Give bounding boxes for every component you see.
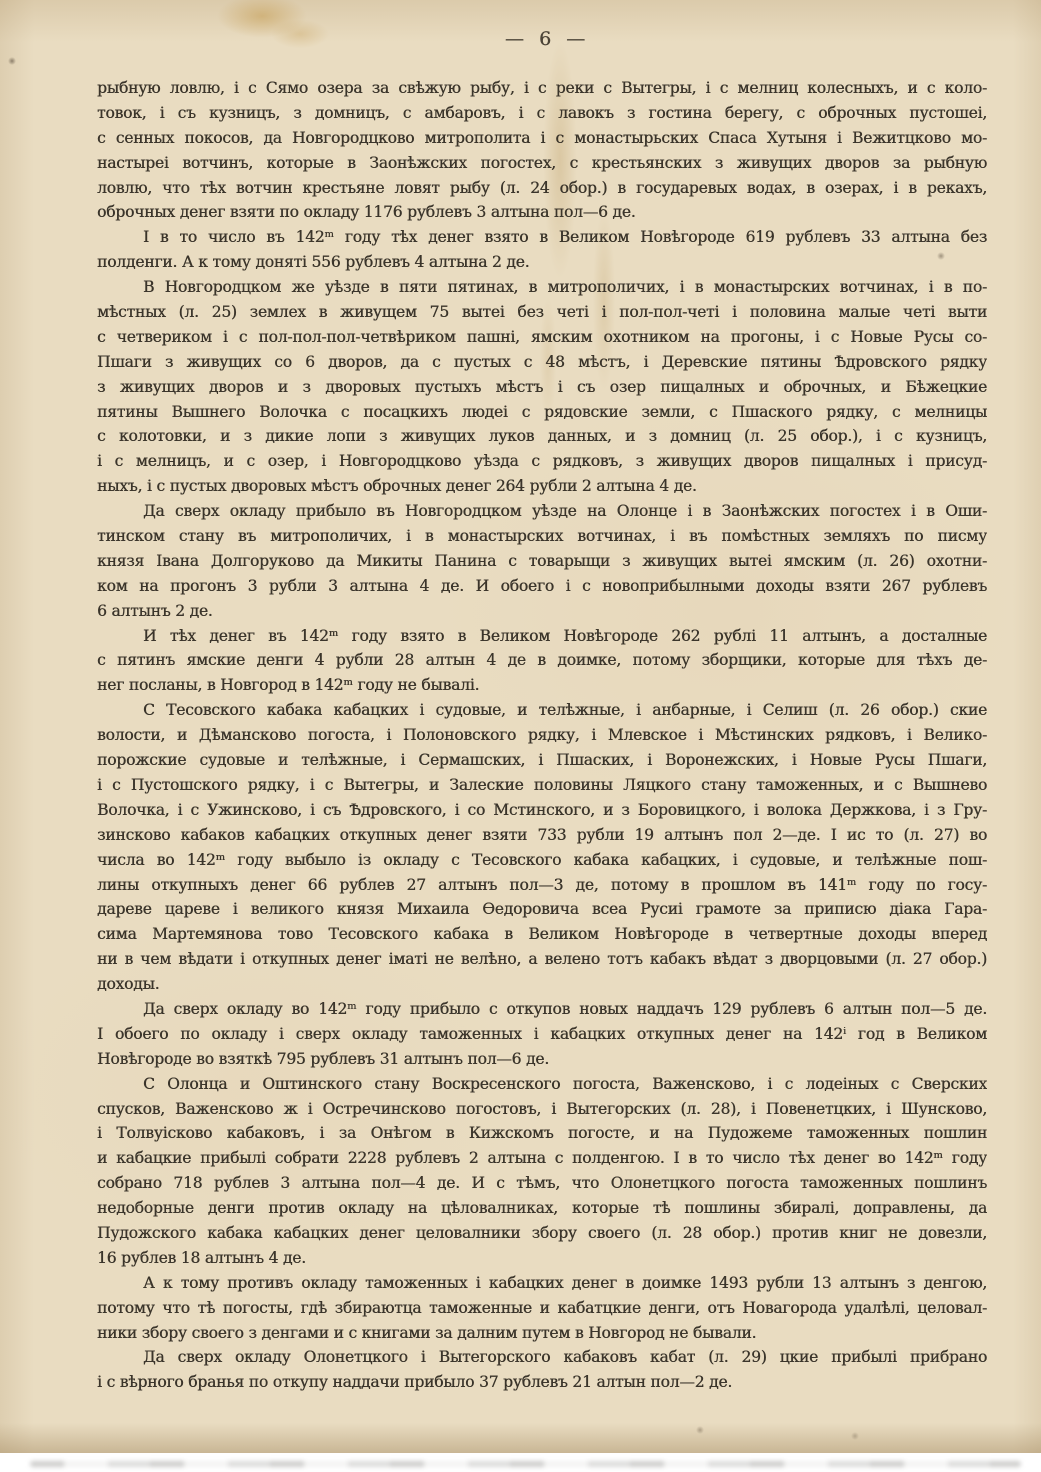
text-line: полденги. А к тому доняті 556 рублевъ 4 алтына 2 де. <box>97 253 530 272</box>
book-edge-shadow <box>30 1461 1021 1467</box>
text-line: с пятинъ ямские денги 4 рубли 28 алтын 4 де в доимке, потому зборщики, которые для тѣхъ де- <box>97 651 987 670</box>
text-line: і с мелницъ, и с озер, і Новгородцково уѣзда с рядковъ, з живущих дворов пищалных і присуд- <box>97 452 987 471</box>
text-line: Да сверх окладу Олонетцкого і Вытегорского кабаковъ кабат (л. 29) цкие прибылі прибрано <box>143 1348 987 1367</box>
text-line: и кабацкие прибылі собрати 2228 рублевъ 2 алтына с полденгою. І в то число тѣх денег во 142ᵐ году <box>97 1149 987 1168</box>
text-line: оброчных денег взяти по окладу 1176 рублевъ 3 алтына пол—6 де. <box>97 203 636 222</box>
paragraph <box>97 1345 987 1395</box>
text-line: потому что тѣ погосты, гдѣ збираютца таможенные и кабатцкие денги, отъ Новагорода удалѣлі, целовал- <box>97 1298 987 1317</box>
text-line: ни в чем вѣдати і откупных денег іматі не велѣно, а велено тотъ кабакъ вѣдат з дворцовыми (л. 27 обор.) <box>97 950 987 969</box>
text-line: настыреі вотчинъ, которые в Заонѣжских погостех, с крестьянских з живущих дворов за рыбную <box>97 153 987 172</box>
text-line: Да сверх окладу во 142ᵐ году прибыло с откупов новых наддачъ 129 рублевъ 6 алтын пол—5 де. <box>143 999 987 1018</box>
text-line: князя Івана Долгоруково да Микиты Панина с товарыщи з живущих вытеі ямским (л. 26) охотни- <box>97 551 987 570</box>
text-line: зинсково кабаков кабацких откупных денег взяти 733 рубли 19 алтынъ пол 2—де. І ис то (л. 27) во <box>97 825 987 844</box>
text-line: лины откупныхъ денег 66 рублев 27 алтынъ пол—3 де, потому в прошлом въ 141ᵐ году по госу- <box>97 875 987 894</box>
text-line: В Новгородцком же уѣзде в пяти пятинах, в митрополичих, і в монастырских вотчинах, і в по- <box>143 278 987 297</box>
paragraph <box>97 997 987 1072</box>
text-line: нег посланы, в Новгород в 142ᵐ году не бывалі. <box>97 676 480 695</box>
text-line: пятины Вышнего Волочка с посацкихъ людеі с рядовские земли, с Пшаского рядку, с мелницы <box>97 402 987 421</box>
text-line: с сенных покосов, да Новгородцково митрополита і с монастырьских Спаса Хутыня і Вежитцково мо- <box>97 128 987 147</box>
text-line: товок, і съ кузницъ, з домницъ, с амбаровъ, і с лавокъ з гостина берегу, с оброчных пустошеі, <box>97 103 987 122</box>
text-line: собрано 718 рублев 3 алтына пол—4 де. И с тѣмъ, что Олонетцкого погоста таможенных пошлинъ <box>97 1174 987 1193</box>
paragraph <box>97 499 987 623</box>
text-line: волости, и Дѣмансково погоста, і Полоновского рядку, і Млевское і Мѣстинских рядковъ, і Велико- <box>97 726 987 745</box>
text-line: С Тесовского кабака кабацких і судовые, и телѣжные, і анбарные, і Селиш (л. 26 обор.) ские <box>143 701 987 720</box>
paragraph <box>97 1072 987 1271</box>
text-line: порожские судовые и телѣжные, і Сермашских, і Пшаских, і Воронежских, і Новые Русы Пшаги, <box>97 751 987 770</box>
text-line: числа во 142ᵐ году выбыло із окладу с Тесовского кабака кабацких, і судовые, и телѣжные пош- <box>97 850 987 869</box>
text-line: 16 рублев 18 алтынъ 4 де. <box>97 1248 306 1267</box>
text-line: тинском стану въ митрополичих, і в монастырских вотчинах, і въ помѣстных земляхъ по писму <box>97 527 987 546</box>
text-line: 6 алтынъ 2 де. <box>97 601 213 620</box>
text-line: Волочка, і с Ужинсково, і съ Ѣдровского, і со Мстинского, и з Боровицкого, і волока Держкова, і з Гру- <box>97 800 987 819</box>
text-line: недоборные денги против окладу на цѣловалниках, которые тѣ пошлины збиралі, доправлены, да <box>97 1199 987 1218</box>
text-line: с четвериком і с пол-пол-пол-четвѣриком пашні, ямским охотником на прогоны, і с Новые Русы со- <box>97 327 987 346</box>
text-line: І в то число въ 142ᵐ году тѣх денег взято в Великом Новѣгороде 619 рублевъ 33 алтына без <box>143 228 987 247</box>
page-number: — 6 — <box>504 28 586 50</box>
text-line: І обоего по окладу і сверх окладу таможенных і кабацких откупных денег на 142ⁱ год в Великом <box>97 1024 987 1043</box>
text-line: ныхъ, і с пустых дворовых мѣстъ оброчных денег 264 рубли 2 алтына 4 де. <box>97 477 697 496</box>
paragraph <box>97 698 987 997</box>
paragraph <box>97 275 987 499</box>
text-line: і с вѣрного бранья по откупу наддачи прибыло 37 рублевъ 21 алтын пол—2 де. <box>97 1373 733 1392</box>
text-line: дареве цареве і великого князя Михаила Ѳедоровича всеа Русиі грамоте за приписю діака Гара- <box>97 900 987 919</box>
paragraph <box>97 225 987 275</box>
text-line: з живущих дворов и з дворовых пустыхъ мѣстъ і съ озер пищалных и оброчных, и Бѣжецкие <box>97 377 987 396</box>
text-line: Пудожского кабака кабацких денег целовалники збору своего (л. 28 обор.) против книг не довезли, <box>97 1223 987 1242</box>
text-line: С Олонца и Оштинского стану Воскресенского погоста, Важенсково, і с лодеіных с Сверских <box>143 1074 987 1093</box>
text-line: рыбную ловлю, і с Сямо озера за свѣжую рыбу, і с реки с Вытегры, і с мелниц колесныхъ, и с коло- <box>97 79 987 97</box>
paragraph <box>97 76 987 225</box>
text-line: доходы. <box>97 975 160 994</box>
text-line: ловлю, что тѣх вотчин крестьяне ловят рыбу (л. 24 обор.) в государевых водах, в озерах, і в рекахъ, <box>97 178 987 197</box>
paragraph <box>97 624 987 699</box>
text-block <box>97 76 987 1395</box>
text-line: Да сверх окладу прибыло въ Новгородцком уѣзде на Олонце і в Заонѣжских погостех і в Оши- <box>143 502 987 521</box>
text-line: Пшаги з живущих со 6 дворов, да с пустых с 48 мѣстъ, і Деревские пятины Ѣдровского рядку <box>97 352 987 371</box>
text-line: і с Пустошского рядку, і с Вытегры, и Залеские половины Ляцкого стану таможенных, и с Вышнево <box>97 775 987 794</box>
text-line: с колотовки, и з дикие лопи з живущих луков данных, и з домниц (л. 25 обор.), і с кузницъ, <box>97 427 987 446</box>
text-line: ком на прогонъ 3 рубли 3 алтына 4 де. И обоего і с новоприбылными доходы взяти 267 рублевъ <box>97 576 987 595</box>
text-line: мѣстных (л. 25) землех в живущем 75 вытеі без четі і пол-пол-четі і половина малые четі выти <box>97 303 987 322</box>
scan-bottom-margin <box>0 1453 1041 1472</box>
paragraph <box>97 1271 987 1346</box>
text-line: И тѣх денег въ 142ᵐ году взято в Великом Новѣгороде 262 рублі 11 алтынъ, а досталные <box>143 626 987 645</box>
text-line: сима Мартемянова тово Тесовского кабака в Великом Новѣгороде в четвертные доходы вперед <box>97 925 987 944</box>
text-line: і Толвуісково кабаковъ, і за Онѣгом в Кижскомъ погосте, и на Пудожеме таможенных пошлин <box>97 1124 987 1143</box>
text-line: спусков, Важенсково ж і Остречинсково погостовъ, і Вытегорских (л. 28), і Повенетцких, і Шунсково, <box>97 1099 987 1118</box>
text-line: А к тому противъ окладу таможенных і кабацких денег в доимке 1493 рубли 13 алтынъ з денгою, <box>143 1273 987 1292</box>
text-line: ники збору своего з денгами и с книгами за далним путем в Новгород не бывали. <box>97 1323 757 1342</box>
text-line: Новѣгороде во взяткѣ 795 рублевъ 31 алтынъ пол—6 де. <box>97 1049 549 1068</box>
